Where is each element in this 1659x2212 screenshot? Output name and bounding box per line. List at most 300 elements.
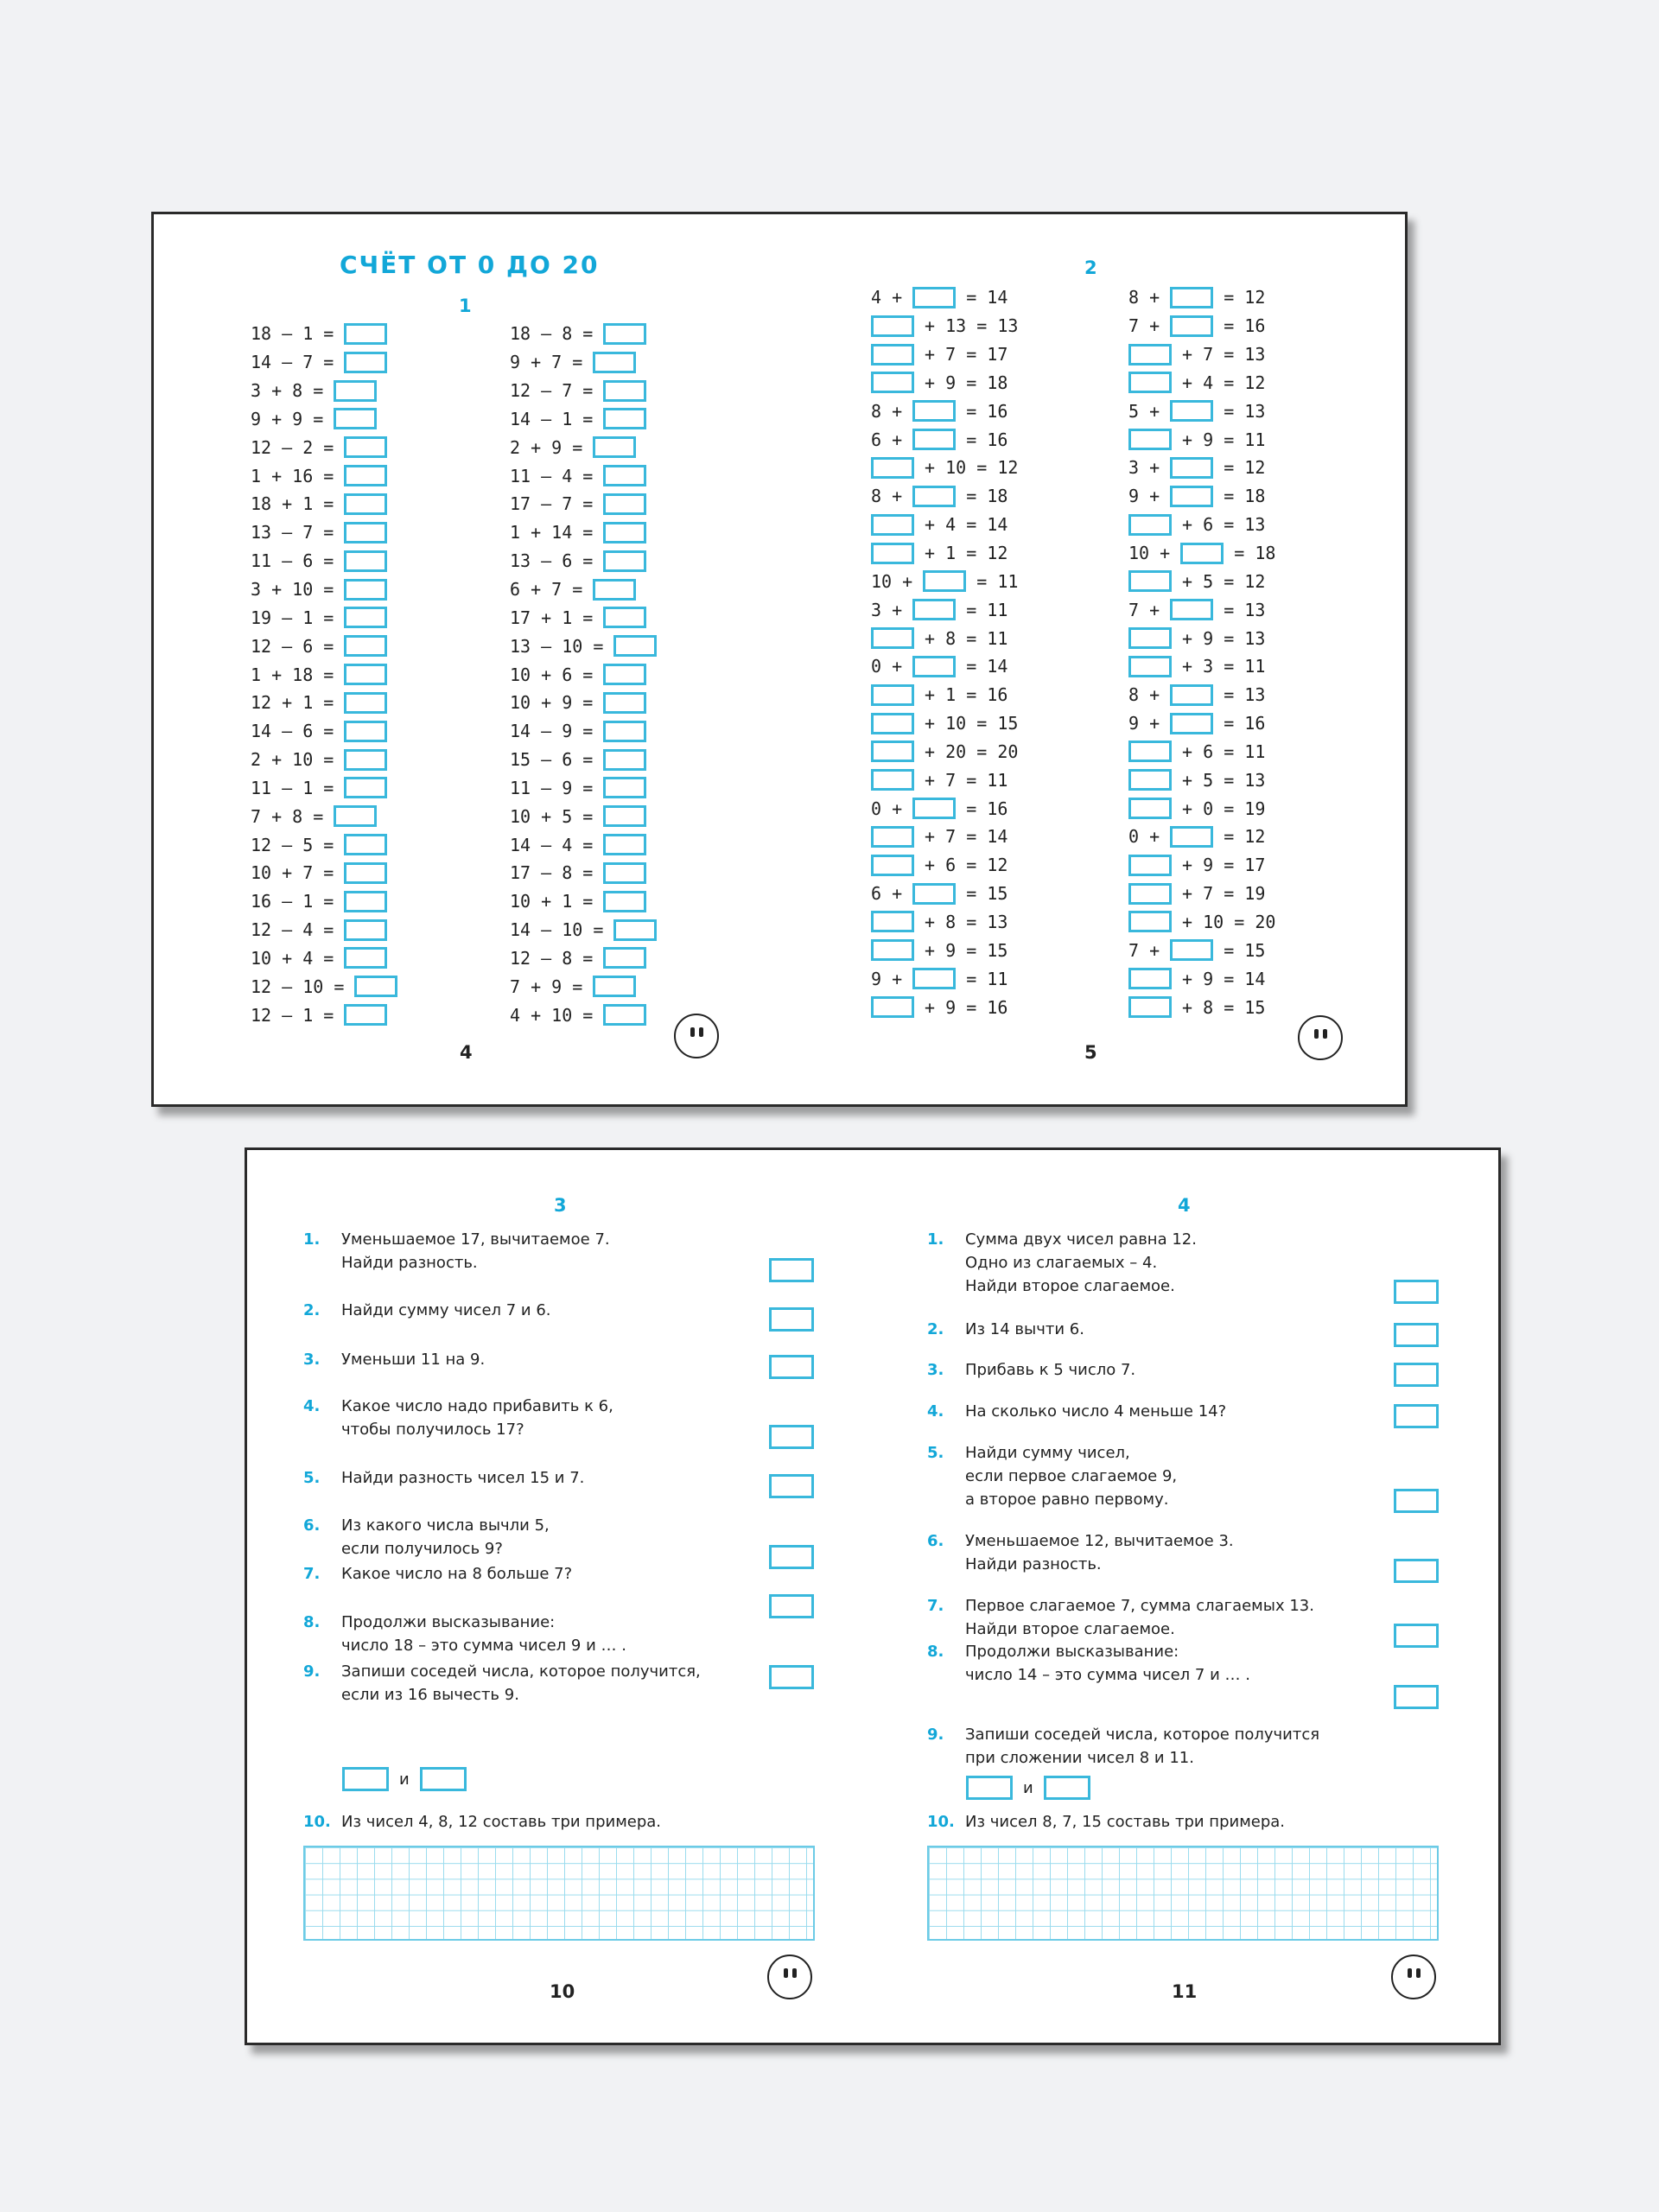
example-row (510, 575, 657, 604)
and-word: и (399, 1770, 410, 1789)
example-row (871, 340, 1018, 369)
example-row (510, 490, 657, 518)
example-text: 14 – 7 = (251, 352, 345, 373)
answer-box[interactable] (344, 721, 387, 742)
answer-box[interactable] (334, 380, 377, 402)
example-text: 10 + 4 = (251, 947, 345, 969)
answer-box[interactable] (871, 939, 914, 961)
example-text: = 18 (1213, 486, 1266, 507)
example-text: = 13 (1213, 400, 1266, 422)
example-row (1128, 908, 1275, 937)
example-row (251, 547, 397, 575)
example-text: 12 – 4 = (251, 919, 345, 941)
answer-box[interactable] (871, 627, 914, 649)
answer-box[interactable] (603, 721, 646, 742)
answer-box[interactable] (871, 315, 914, 337)
example-text: 16 – 1 = (251, 891, 345, 912)
example-column-1 (251, 320, 397, 1029)
example-text: + 8 = 13 (914, 911, 1008, 932)
answer-box[interactable] (912, 883, 956, 905)
answer-box[interactable] (603, 891, 646, 912)
example-text: + 7 = 11 (914, 769, 1008, 791)
answer-box[interactable] (344, 550, 387, 572)
answer-box[interactable] (1128, 996, 1172, 1018)
example-text: 11 – 4 = (510, 465, 604, 486)
page-number-left: 10 (550, 1981, 575, 2002)
answer-box[interactable] (1128, 656, 1172, 677)
answer-box[interactable] (603, 408, 646, 429)
answer-box[interactable] (1170, 599, 1213, 620)
answer-box[interactable] (871, 769, 914, 791)
example-row (1128, 539, 1275, 568)
task-number: 4. (303, 1397, 321, 1415)
example-row (871, 425, 1018, 454)
answer-box[interactable] (871, 713, 914, 734)
example-text: + 3 = 11 (1172, 656, 1266, 677)
answer-box[interactable] (344, 664, 387, 685)
answer-box[interactable] (593, 976, 636, 997)
example-text: + 10 = 15 (914, 713, 1019, 734)
task-number: 2. (927, 1320, 944, 1338)
example-row (1128, 454, 1275, 482)
answer-box[interactable] (912, 968, 956, 989)
task-text: Из 14 вычти 6. (965, 1320, 1084, 1338)
page-number-right: 11 (1172, 1981, 1198, 2002)
example-column-4 (1128, 283, 1275, 1021)
answer-box[interactable] (603, 323, 646, 345)
example-text: 7 + 8 = (251, 805, 334, 827)
task-number: 10. (927, 1813, 955, 1831)
answer-box[interactable] (344, 522, 387, 543)
answer-box[interactable] (1128, 769, 1172, 791)
example-column-2 (510, 320, 657, 1029)
answer-box[interactable] (344, 947, 387, 969)
example-row (510, 348, 657, 377)
example-text: 8 + (1128, 287, 1171, 308)
task-text: Какое число надо прибавить к 6, чтобы получилось 17? (341, 1397, 613, 1439)
task-number: 8. (927, 1643, 944, 1661)
answer-grid[interactable] (303, 1846, 815, 1941)
answer-box[interactable] (769, 1474, 814, 1498)
example-row (1128, 964, 1275, 993)
answer-box[interactable] (603, 664, 646, 685)
answer-box[interactable] (1180, 543, 1224, 564)
answer-box[interactable] (871, 684, 914, 706)
answer-box[interactable] (603, 607, 646, 628)
example-text: 8 + (871, 400, 913, 422)
answer-box[interactable] (1394, 1489, 1439, 1513)
example-text: + 4 = 14 (914, 514, 1008, 536)
example-text: 17 – 7 = (510, 493, 604, 515)
task-number: 5. (927, 1444, 944, 1462)
answer-box[interactable] (912, 599, 956, 620)
example-row (251, 348, 397, 377)
answer-grid[interactable] (927, 1846, 1439, 1941)
answer-box[interactable] (912, 287, 956, 308)
answer-box[interactable] (344, 352, 387, 373)
task-number: 10. (303, 1813, 331, 1831)
example-row (251, 433, 397, 461)
answer-box[interactable] (603, 947, 646, 969)
task-text: Прибавь к 5 число 7. (965, 1361, 1136, 1379)
answer-box[interactable] (871, 996, 914, 1018)
answer-box[interactable] (603, 805, 646, 827)
example-row (871, 511, 1018, 539)
answer-box[interactable] (1394, 1404, 1439, 1428)
example-row (251, 632, 397, 660)
answer-box[interactable] (1128, 344, 1172, 365)
answer-box[interactable] (344, 607, 387, 628)
example-row (1128, 766, 1275, 794)
example-row (510, 859, 657, 887)
example-text: 13 – 10 = (510, 635, 614, 657)
answer-box[interactable] (603, 1004, 646, 1026)
answer-box[interactable] (344, 749, 387, 771)
answer-box[interactable] (1044, 1776, 1090, 1800)
example-text: + 8 = 11 (914, 627, 1008, 649)
answer-box[interactable] (871, 372, 914, 393)
example-text: + 6 = 12 (914, 855, 1008, 876)
example-row (871, 794, 1018, 823)
example-text: 2 + 10 = (251, 749, 345, 771)
example-text: 10 + (1128, 543, 1181, 564)
example-text: 9 + (871, 968, 913, 989)
example-text: 0 + (871, 798, 913, 819)
answer-box[interactable] (593, 352, 636, 373)
answer-box[interactable] (344, 493, 387, 515)
answer-box[interactable] (344, 891, 387, 912)
example-row (251, 461, 397, 490)
example-row (871, 766, 1018, 794)
answer-box[interactable] (871, 457, 914, 479)
task-number: 9. (303, 1662, 321, 1681)
answer-box[interactable] (344, 692, 387, 714)
example-text: 2 + 9 = (510, 436, 594, 458)
answer-box[interactable] (923, 570, 966, 592)
answer-box[interactable] (420, 1767, 467, 1791)
answer-box[interactable] (1128, 429, 1172, 450)
example-text: + 1 = 12 (914, 543, 1008, 564)
example-column-3 (871, 283, 1018, 1021)
example-row (510, 547, 657, 575)
answer-box[interactable] (871, 855, 914, 876)
example-text: 7 + (1128, 599, 1171, 620)
example-text: + 9 = 16 (914, 996, 1008, 1018)
answer-box[interactable] (344, 436, 387, 458)
example-text: 12 – 5 = (251, 834, 345, 855)
answer-box[interactable] (603, 692, 646, 714)
example-row (251, 320, 397, 348)
answer-box[interactable] (912, 429, 956, 450)
example-row (510, 405, 657, 434)
answer-box[interactable] (1170, 287, 1213, 308)
example-row (510, 774, 657, 803)
example-text: = 15 (956, 883, 1008, 905)
example-row (871, 539, 1018, 568)
example-row (1128, 567, 1275, 595)
example-text: 3 + 8 = (251, 380, 334, 402)
answer-box[interactable] (344, 1004, 387, 1026)
example-row (871, 823, 1018, 851)
example-row (871, 652, 1018, 681)
example-text: = 13 (1213, 684, 1266, 706)
example-row (871, 709, 1018, 738)
answer-box[interactable] (912, 486, 956, 507)
answer-box[interactable] (1394, 1363, 1439, 1387)
answer-box[interactable] (1128, 968, 1172, 989)
example-row (871, 851, 1018, 880)
example-row (510, 746, 657, 774)
answer-box[interactable] (603, 522, 646, 543)
example-row (1128, 709, 1275, 738)
answer-box[interactable] (603, 550, 646, 572)
answer-box[interactable] (769, 1355, 814, 1379)
answer-box[interactable] (593, 579, 636, 601)
task-text: Сумма двух чисел равна 12. Одно из слагаемых – 4. Найди второе слагаемое. (965, 1230, 1197, 1295)
answer-box[interactable] (354, 976, 397, 997)
answer-box[interactable] (1170, 684, 1213, 706)
example-row (251, 916, 397, 944)
example-row (510, 717, 657, 746)
example-text: 1 + 18 = (251, 664, 345, 685)
answer-box[interactable] (1128, 911, 1172, 932)
example-text: + 10 = 20 (1172, 911, 1276, 932)
answer-box[interactable] (769, 1594, 814, 1618)
example-row (510, 518, 657, 547)
answer-box[interactable] (1394, 1685, 1439, 1709)
example-row (510, 461, 657, 490)
example-text: 11 – 1 = (251, 777, 345, 798)
answer-box[interactable] (871, 514, 914, 536)
answer-box[interactable] (1170, 713, 1213, 734)
answer-box[interactable] (334, 805, 377, 827)
answer-box[interactable] (871, 543, 914, 564)
example-row (1128, 369, 1275, 397)
example-text: = 11 (966, 570, 1019, 592)
example-row (1128, 511, 1275, 539)
example-text: 13 – 6 = (510, 550, 604, 572)
example-text: + 7 = 17 (914, 344, 1008, 365)
task-number: 6. (303, 1516, 321, 1535)
example-text: = 11 (956, 968, 1008, 989)
answer-box[interactable] (1128, 883, 1172, 905)
example-text: + 5 = 13 (1172, 769, 1266, 791)
example-row (251, 746, 397, 774)
answer-box[interactable] (603, 493, 646, 515)
answer-box[interactable] (912, 400, 956, 422)
example-text: 7 + (1128, 939, 1171, 961)
example-text: + 0 = 19 (1172, 798, 1266, 819)
example-row (871, 880, 1018, 908)
example-row (510, 972, 657, 1001)
answer-box[interactable] (1128, 372, 1172, 393)
answer-box[interactable] (871, 911, 914, 932)
answer-box[interactable] (871, 826, 914, 848)
answer-box[interactable] (344, 862, 387, 884)
example-row (1128, 624, 1275, 652)
example-text: = 18 (956, 486, 1008, 507)
answer-box[interactable] (1394, 1280, 1439, 1304)
example-row (871, 283, 1018, 312)
example-row (510, 802, 657, 830)
answer-box[interactable] (769, 1258, 814, 1282)
exercise-number-4: 4 (1178, 1195, 1191, 1216)
example-row (1128, 425, 1275, 454)
answer-box[interactable] (912, 656, 956, 677)
answer-box[interactable] (344, 919, 387, 941)
example-text: = 11 (956, 599, 1008, 620)
answer-box[interactable] (1128, 798, 1172, 819)
task-text: Первое слагаемое 7, сумма слагаемых 13. Найди второе слагаемое. (965, 1597, 1314, 1638)
example-row (1128, 993, 1275, 1021)
task-number: 7. (927, 1597, 944, 1615)
example-text: 10 + 5 = (510, 805, 604, 827)
task-number: 8. (303, 1613, 321, 1631)
answer-box[interactable] (603, 465, 646, 486)
answer-box[interactable] (1170, 486, 1213, 507)
answer-box[interactable] (1170, 826, 1213, 848)
example-text: 6 + (871, 883, 913, 905)
example-text: 12 – 2 = (251, 436, 345, 458)
answer-box[interactable] (613, 919, 657, 941)
example-text: 10 + 7 = (251, 862, 345, 884)
example-row (510, 1001, 657, 1029)
example-text: 12 – 10 = (251, 976, 355, 997)
example-text: = 18 (1224, 543, 1276, 564)
answer-box[interactable] (342, 1767, 389, 1791)
answer-box[interactable] (769, 1545, 814, 1569)
answer-box[interactable] (966, 1776, 1013, 1800)
answer-box[interactable] (1128, 855, 1172, 876)
example-row (871, 369, 1018, 397)
example-row (251, 377, 397, 405)
example-row (871, 454, 1018, 482)
answer-box[interactable] (334, 408, 377, 429)
answer-box[interactable] (912, 798, 956, 819)
workbook-spread-pages-10-11 (245, 1147, 1501, 2045)
answer-box[interactable] (1170, 939, 1213, 961)
task-number: 1. (303, 1230, 321, 1249)
example-text: + 1 = 16 (914, 684, 1008, 706)
example-row (1128, 595, 1275, 624)
example-row (251, 802, 397, 830)
example-text: 6 + (871, 429, 913, 450)
example-text: 13 – 7 = (251, 522, 345, 543)
task-text: Продолжи высказывание: число 14 – это сумма чисел 7 и … . (965, 1643, 1250, 1684)
answer-box[interactable] (769, 1307, 814, 1332)
smiley-face-icon (767, 1955, 812, 1999)
example-row (871, 936, 1018, 964)
example-text: 19 – 1 = (251, 607, 345, 628)
example-text: = 12 (1213, 287, 1266, 308)
task-text: Уменьши 11 на 9. (341, 1351, 486, 1369)
answer-box[interactable] (769, 1665, 814, 1689)
example-text: 9 + 9 = (251, 408, 334, 429)
example-row (251, 944, 397, 973)
answer-box[interactable] (344, 579, 387, 601)
example-text: = 14 (956, 656, 1008, 677)
example-row (871, 312, 1018, 340)
answer-box[interactable] (769, 1425, 814, 1449)
example-row (1128, 283, 1275, 312)
answer-box[interactable] (871, 344, 914, 365)
example-text: + 7 = 13 (1172, 344, 1266, 365)
answer-box[interactable] (603, 380, 646, 402)
answer-box[interactable] (344, 834, 387, 855)
answer-box[interactable] (1170, 400, 1213, 422)
example-text: 18 + 1 = (251, 493, 345, 515)
example-row (871, 482, 1018, 511)
example-row (1128, 652, 1275, 681)
example-row (1128, 880, 1275, 908)
example-row (251, 689, 397, 717)
example-row (251, 717, 397, 746)
example-row (510, 632, 657, 660)
example-text: 11 – 9 = (510, 777, 604, 798)
example-text: + 5 = 12 (1172, 570, 1266, 592)
example-text: 14 – 9 = (510, 721, 604, 742)
example-row (510, 433, 657, 461)
answer-box[interactable] (613, 635, 657, 657)
answer-box[interactable] (1394, 1624, 1439, 1648)
answer-box[interactable] (1128, 627, 1172, 649)
example-text: + 9 = 18 (914, 372, 1008, 393)
answer-box[interactable] (344, 323, 387, 345)
answer-box[interactable] (1394, 1323, 1439, 1347)
example-text: = 12 (1213, 457, 1266, 479)
example-text: 10 + (871, 570, 924, 592)
example-text: + 9 = 11 (1172, 429, 1266, 450)
answer-box[interactable] (593, 436, 636, 458)
example-row (1128, 794, 1275, 823)
example-text: 5 + (1128, 400, 1171, 422)
answer-box[interactable] (603, 777, 646, 798)
task-text: Запиши соседей числа, которое получится, если из 16 вычесть 9. (341, 1662, 701, 1704)
example-text: 14 – 10 = (510, 919, 614, 941)
example-text: + 9 = 17 (1172, 855, 1266, 876)
example-row (251, 603, 397, 632)
example-row (251, 972, 397, 1001)
answer-box[interactable] (1170, 315, 1213, 337)
answer-box[interactable] (603, 862, 646, 884)
answer-box[interactable] (344, 635, 387, 657)
example-text: = 16 (1213, 713, 1266, 734)
example-row (510, 660, 657, 689)
answer-box[interactable] (344, 465, 387, 486)
example-text: + 6 = 11 (1172, 741, 1266, 762)
task-text: Из чисел 4, 8, 12 составь три примера. (341, 1813, 662, 1831)
answer-box[interactable] (603, 749, 646, 771)
answer-box[interactable] (1170, 457, 1213, 479)
example-row (1128, 738, 1275, 766)
answer-box[interactable] (1128, 741, 1172, 762)
example-row (510, 689, 657, 717)
answer-box[interactable] (603, 834, 646, 855)
answer-box[interactable] (1128, 514, 1172, 536)
task-number: 1. (927, 1230, 944, 1249)
example-text: 17 + 1 = (510, 607, 604, 628)
answer-box[interactable] (1394, 1559, 1439, 1583)
answer-box[interactable] (1128, 570, 1172, 592)
example-row (871, 567, 1018, 595)
example-text: 1 + 16 = (251, 465, 345, 486)
answer-box[interactable] (344, 777, 387, 798)
answer-box[interactable] (871, 741, 914, 762)
task-number: 3. (303, 1351, 321, 1369)
example-text: 8 + (871, 486, 913, 507)
example-row (871, 624, 1018, 652)
example-text: 18 – 1 = (251, 323, 345, 345)
